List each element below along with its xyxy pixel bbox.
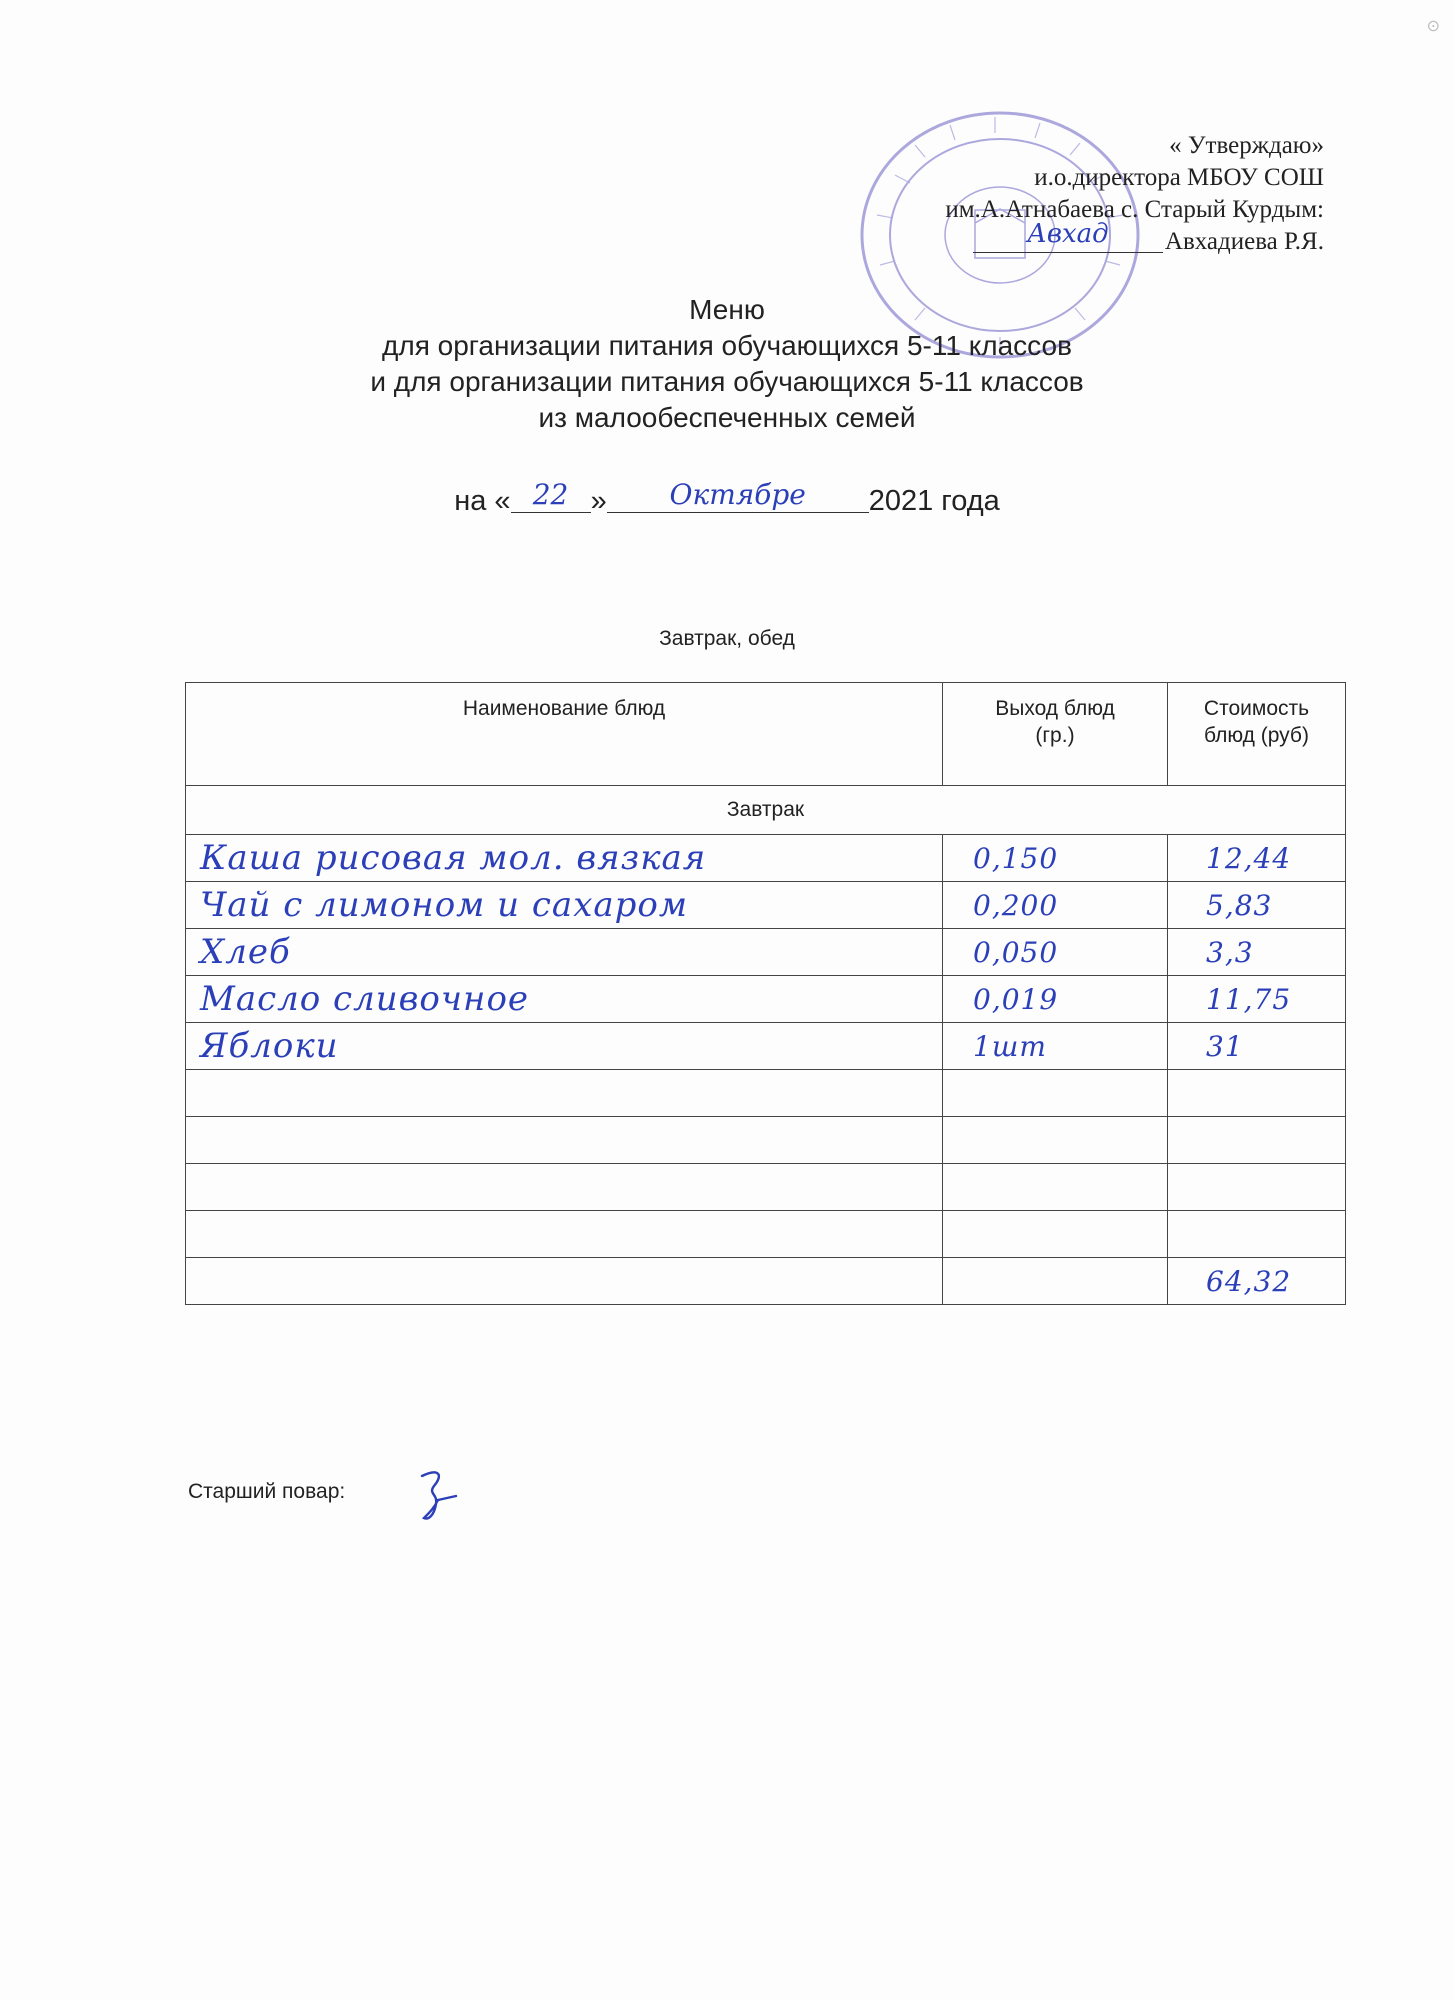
table-row <box>186 976 1346 1023</box>
dish-name-cell: Каша рисовая мол. вязкая <box>186 835 943 882</box>
title-line-3: и для организации питания обучающихся 5-11 классов <box>370 366 1084 397</box>
header-cost: Стоимость блюд (руб) <box>1168 683 1346 786</box>
table-row <box>186 929 1346 976</box>
weight-cell <box>943 1211 1168 1258</box>
table-row <box>186 835 1346 882</box>
title-line-4: из малообеспеченных семей <box>538 402 916 433</box>
document-title <box>0 292 1454 436</box>
section-label: Завтрак <box>186 786 1346 835</box>
table-row <box>186 1258 1346 1305</box>
table-row <box>186 1023 1346 1070</box>
approval-signature-row <box>945 219 1324 258</box>
table-row <box>186 1211 1346 1258</box>
director-signature: Авхад <box>1027 219 1109 249</box>
weight-cell: 1шт <box>943 1023 1168 1070</box>
cook-label: Старший повар: <box>188 1480 346 1503</box>
approval-line-2: и.о.директора МБОУ СОШ <box>1034 164 1324 191</box>
meal-caption: Завтрак, обед <box>659 627 795 650</box>
date-prefix: на « <box>454 485 511 517</box>
date-suffix: 2021 года <box>868 485 1000 517</box>
cost-cell: 64,32 <box>1168 1258 1346 1305</box>
weight-cell: 0,150 <box>943 835 1168 882</box>
table-header-row <box>186 683 1346 786</box>
dish-name-cell: Хлеб <box>186 929 943 976</box>
director-name: Авхадиева Р.Я. <box>1164 228 1324 255</box>
table-row <box>186 1117 1346 1164</box>
weight-cell: 0,019 <box>943 976 1168 1023</box>
section-row-breakfast <box>186 786 1346 835</box>
date-line <box>0 478 1454 518</box>
dish-name-cell <box>186 1258 943 1305</box>
weight-cell <box>943 1258 1168 1305</box>
cost-cell <box>1168 1211 1346 1258</box>
date-day-blank <box>511 478 591 513</box>
weight-cell: 0,050 <box>943 929 1168 976</box>
director-signature-line <box>973 219 1163 253</box>
cost-cell: 12,44 <box>1168 835 1346 882</box>
cost-cell: 5,83 <box>1168 882 1346 929</box>
approval-block <box>945 130 1324 258</box>
cost-cell: 11,75 <box>1168 976 1346 1023</box>
weight-cell <box>943 1070 1168 1117</box>
table-row <box>186 1070 1346 1117</box>
cost-cell: 31 <box>1168 1023 1346 1070</box>
cost-cell <box>1168 1070 1346 1117</box>
cook-signature <box>408 1460 478 1530</box>
header-dish-name: Наименование блюд <box>186 683 943 786</box>
dish-name-cell <box>186 1211 943 1258</box>
cost-cell <box>1168 1164 1346 1211</box>
header-weight: Выход блюд (гр.) <box>943 683 1168 786</box>
dish-name-cell <box>186 1070 943 1117</box>
dish-name-cell <box>186 1117 943 1164</box>
date-day: 22 <box>532 478 569 511</box>
weight-cell: 0,200 <box>943 882 1168 929</box>
cost-cell <box>1168 1117 1346 1164</box>
menu-table <box>185 682 1346 1305</box>
weight-cell <box>943 1164 1168 1211</box>
title-line-2: для организации питания обучающихся 5-11 классов <box>382 330 1072 361</box>
dish-name-cell: Чай с лимоном и сахаром <box>186 882 943 929</box>
weight-cell <box>943 1117 1168 1164</box>
date-month-blank <box>607 478 869 513</box>
dish-name-cell <box>186 1164 943 1211</box>
date-mid: » <box>590 485 607 517</box>
table-row <box>186 882 1346 929</box>
approval-line-1: « Утверждаю» <box>1169 132 1324 159</box>
approval-line-3: им.А.Атнабаева с. Старый Курдым: <box>945 196 1324 223</box>
table-row <box>186 1164 1346 1211</box>
cost-cell: 3,3 <box>1168 929 1346 976</box>
corner-mark: ⊙ <box>1426 18 1440 35</box>
dish-name-cell: Масло сливочное <box>186 976 943 1023</box>
date-month: Октябре <box>669 478 806 511</box>
title-line-1: Меню <box>689 294 765 325</box>
dish-name-cell: Яблоки <box>186 1023 943 1070</box>
